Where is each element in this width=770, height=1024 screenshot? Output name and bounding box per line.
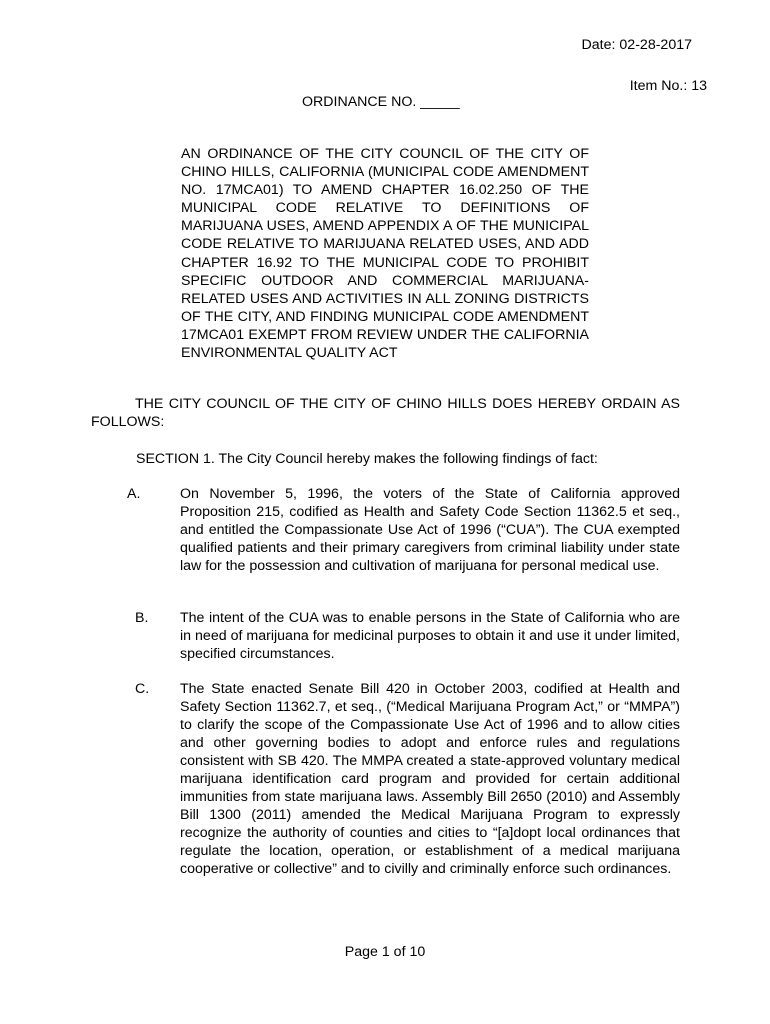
item-value: 13 bbox=[691, 78, 707, 94]
finding-letter: C. bbox=[135, 681, 150, 697]
finding-text: The intent of the CUA was to enable persons in the State of California who are in need of marijuana for medicinal purposes to obtain it and use it under limited, specified circumstances. bbox=[180, 610, 680, 662]
item-label: Item No.: bbox=[629, 78, 688, 94]
finding-letter: B. bbox=[135, 610, 149, 626]
item-number-line bbox=[630, 77, 707, 95]
ordinance-number: ORDINANCE NO. _____ bbox=[302, 94, 460, 110]
ordinance-title: AN ORDINANCE OF THE CITY COUNCIL OF THE CITY OF CHINO HILLS, CALIFORNIA (MUNICIPAL CODE AMENDMENT NO. 17MCA01) TO AMEND CHAPTER 16.02.250 OF THE MUNICIPAL CODE RELATIVE TO DEFINITIONS OF MARIJUANA USES, AMEND APPENDIX A OF THE MUNICIPAL CODE RELATIVE TO MARIJUANA RELATED USES, AND ADD CHAPTER 16.92 TO THE MUNICIPAL CODE TO PROHIBIT SPECIFIC OUTDOOR AND COMMERCIAL MARIJUANA-RELATED USES AND ACTIVITIES IN ALL ZONING DISTRICTS OF THE CITY, AND FINDING MUNICIPAL CODE AMENDMENT 17MCA01 EXEMPT FROM REVIEW UNDER THE CALIFORNIA ENVIRONMENTAL QUALITY ACT bbox=[181, 146, 589, 362]
section-heading: SECTION 1. The City Council hereby makes the following findings of fact: bbox=[136, 451, 598, 467]
date-value: 02-28-2017 bbox=[619, 37, 692, 53]
page-footer: Page 1 of 10 bbox=[344, 944, 426, 960]
finding-text: The State enacted Senate Bill 420 in October 2003, codified at Health and Safety Section 11362.7, et seq., (“Medical Marijuana Program Act,” or “MMPA”) to clarify the scope of the Compassionate Use Act of 1996 and to allow cities and other governing bodies to adopt and enforce rules and regulations consistent with SB 420. The MMPA created a state-approved voluntary medical marijuana identification card program and provided for certain additional immunities from state marijuana laws. Assembly Bill 2650 (2010) and Assembly Bill 1300 (2011) amended the Medical Marijuana Program to expressly recognize the authority of counties and cities to “[a]dopt local ordinances that regulate the location, operation, or establishment of a medical marijuana cooperative or collective” and to civilly and criminally enforce such ordinances. bbox=[180, 681, 680, 877]
finding-text: On November 5, 1996, the voters of the State of California approved Proposition 215, codified as Health and Safety Code Section 11362.5 et seq., and entitled the Compassionate Use Act of 1996 (“CUA”). The CUA exempted qualified patients and their primary caregivers from criminal liability under state law for the possession and cultivation of marijuana for personal medical use. bbox=[180, 486, 680, 574]
date-label: Date: bbox=[581, 37, 616, 53]
date-line bbox=[582, 36, 692, 54]
finding-letter: A. bbox=[127, 486, 141, 502]
ordain-statement: THE CITY COUNCIL OF THE CITY OF CHINO HILLS DOES HEREBY ORDAIN AS FOLLOWS: bbox=[91, 396, 680, 430]
